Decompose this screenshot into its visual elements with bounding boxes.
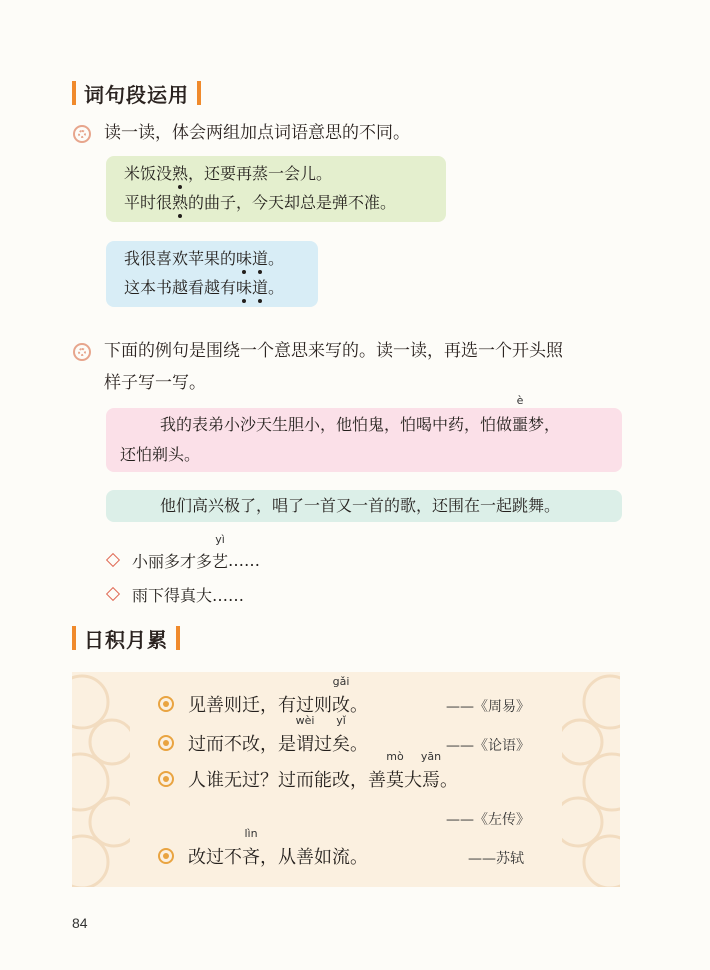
title-bar-right <box>197 81 201 105</box>
ruby-char: yì 艺 <box>212 532 229 571</box>
ornament-left <box>72 672 130 887</box>
circle-bullet-icon <box>158 771 174 787</box>
section-title-accumulation <box>72 623 180 653</box>
ruby-char: mò 莫 <box>386 750 404 791</box>
ruby-char: è 噩 <box>512 394 529 434</box>
quote-source: ——《论语》 <box>446 738 530 754</box>
prompt-item: 小丽多才多 yì 艺 …… <box>105 548 260 572</box>
circle-bullet-icon <box>158 848 174 864</box>
dotted-word: 道 <box>252 249 269 268</box>
quote-source: ——《左传》 <box>446 812 530 828</box>
page-number: 84 <box>72 915 88 931</box>
exercise-bullet-icon <box>73 125 91 143</box>
sentence: 我很喜欢苹果的味道。 <box>124 249 285 268</box>
quote-source: ——《周易》 <box>446 699 530 715</box>
ruby-char: yǐ 矣 <box>332 714 350 755</box>
sentence: 平时很熟的曲子，今天却总是弹不准。 <box>124 193 397 212</box>
sentence: 这本书越看越有味道。 <box>124 278 285 297</box>
prompt-item: 雨下得真大…… <box>105 582 244 606</box>
section-title-text: 词句段运用 <box>84 82 189 107</box>
ruby-char: wèi 谓 <box>295 714 315 755</box>
ruby-char: lìn 吝 <box>242 827 260 868</box>
title-bar-left <box>72 626 76 650</box>
example-paragraph-2: 他们高兴极了，唱了一首又一首的歌，还围在一起跳舞。 <box>106 490 622 522</box>
circle-bullet-icon <box>158 696 174 712</box>
diamond-icon <box>106 587 120 601</box>
dotted-word: 味 <box>236 249 253 268</box>
example-paragraph-1 <box>106 394 622 472</box>
dotted-word: 熟 <box>172 164 189 183</box>
dotted-word: 道 <box>252 278 269 297</box>
quote-item: 见善则迁，有过则 gǎi 改 。 <box>158 690 368 718</box>
section-title-usage <box>72 78 201 108</box>
dotted-word: 熟 <box>172 193 189 212</box>
word-group-1 <box>106 156 446 222</box>
ruby-char: gǎi 改 <box>332 675 350 716</box>
sentence: 米饭没熟，还要再蒸一会儿。 <box>124 164 333 183</box>
section-title-text: 日积月累 <box>84 627 168 652</box>
quote-source: ——苏轼 <box>468 851 524 867</box>
title-bar-left <box>72 81 76 105</box>
ruby-char: yān 焉 <box>420 750 442 791</box>
diamond-icon <box>106 553 120 567</box>
word-group-2 <box>106 241 318 307</box>
quote-item: 过而不改，是 wèi 谓 过 yǐ 矣 。 <box>158 729 368 757</box>
quotes-panel <box>72 672 620 887</box>
quote-item: 改过不 lìn 吝 ，从善如流。 <box>158 842 368 870</box>
example-line: 还怕剃头。 <box>120 445 201 464</box>
exercise-bullet-icon <box>73 343 91 361</box>
exercise1-instruction: 读一读，体会两组加点词语意思的不同。 <box>104 123 410 143</box>
ornament-right <box>562 672 620 887</box>
exercise2-instruction: 下面的例句是围绕一个意思来写的。读一读，再选一个开头照 样子写一写。 <box>104 341 563 393</box>
example-line: 我的表弟小沙天生胆小，他怕鬼，怕喝中药，怕做 è 噩梦， <box>120 410 608 440</box>
circle-bullet-icon <box>158 735 174 751</box>
dotted-word: 味 <box>236 278 253 297</box>
title-bar-right <box>176 626 180 650</box>
quote-item: 人谁无过？过而能改，善 mò 莫 大 yān 焉 。 <box>158 765 458 793</box>
